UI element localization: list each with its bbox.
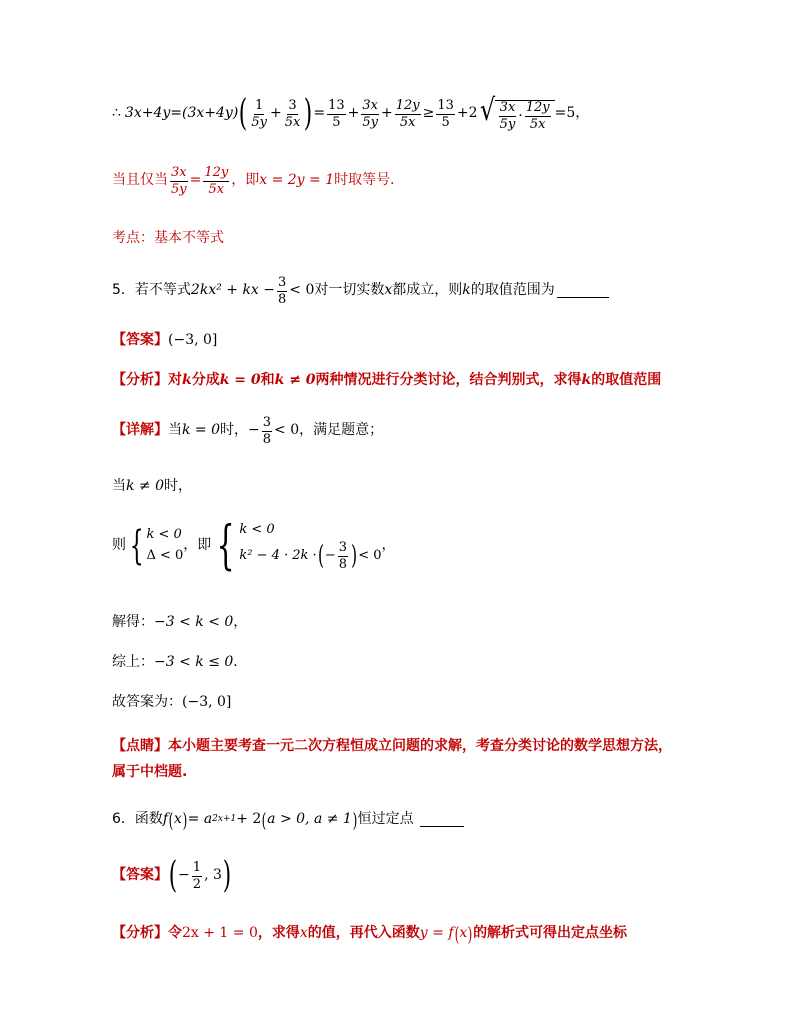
detail-5-summary: 综上： −3 < k ≤ 0 ． [112,654,248,670]
right-paren: ) [304,93,313,134]
radical-icon: √ [479,93,495,129]
left-brace: { [216,516,235,576]
fraction: $\frac{3x}{5y}$ [362,97,378,130]
equality-condition-line: 当且仅当 $\frac{3x}{5y}$ = $\frac{12y}{5x}$ ，即 x = 2y = 1 时取等号． [112,165,405,197]
fraction: $\frac{3}{8}$ [262,415,272,447]
left-paren: ( [239,93,248,134]
expr-factor: (3x+4y) [182,105,239,122]
left-brace: { [129,523,144,569]
case-system: k < 0 k² − 4 · 2k · ( − $\frac{3}{8}$ ) < 0 [239,522,382,572]
fraction: $\frac{12y}{5x}$ [204,165,229,197]
derivation-line-1: ∴ 3x+4y= (3x+4y) ( $\frac{1}{5y}$ + $\frac{3}{5x}$ ) = $\frac{13}{5}$ + $\frac{3x}{5y}$ + $\frac{12y}{5x}$ ≥ $\frac{13}{5}$ +2 √ $\frac{3x}{5y}$ · $\frac{12y}{5x}$ =5， [112,93,590,134]
question-5: 5．若不等式 2kx² + kx − $\frac{3}{8}$ < 0 对一切实数 x 都成立，则 k 的取值范围为 [112,276,609,306]
answer-blank [420,814,464,827]
expr-lhs: 3x+4y= [124,105,183,122]
note-5-line-1: 【点睛】 本小题主要考查一元二次方程恒成立问题的求解，考查分类讨论的数学思想方法， [112,738,672,754]
answer-5: 【答案】 (−3, 0] [112,332,218,348]
detail-5-final: 故答案为： (−3, 0] [112,694,232,710]
right-paren: ) [222,855,232,896]
fraction: $\frac{12y}{5x}$ [395,97,420,130]
fraction: $\frac{13}{5}$ [328,97,345,130]
fraction: $\frac{3}{5x}$ [284,97,301,130]
topic-line: 考点：基本不等式 [112,230,224,246]
analysis-6: 【分析】 令 2x + 1 = 0 ，求得 x 的值，再代入函数 y = f ( x ) 的解析式可得出定点坐标 [112,922,628,946]
detail-5-case: 当 k ≠ 0 时， [112,478,193,494]
left-paren: ( [168,855,178,896]
question-6: 6．函数 f ( x ) = a 2x+1 + 2 ( a > 0, a ≠ 1 ) 恒过定点 [112,810,464,830]
analysis-5: 【分析】 对 k 分成 k = 0 和 k ≠ 0 两种情况进行分类讨论，结合判别式，求得 k 的取值范围 [112,372,662,388]
square-root: √ $\frac{3x}{5y}$ · $\frac{12y}{5x}$ [478,96,555,131]
therefore-symbol: ∴ [112,105,121,122]
answer-blank [557,285,609,298]
fraction: $\frac{3}{8}$ [278,275,287,307]
answer-6: 【答案】 ( − $\frac{1}{2}$ , 3 ) [112,855,232,896]
case-system: k < 0 Δ < 0 [146,527,184,563]
note-5-line-2: 属于中档题. [112,764,188,780]
fraction: $\frac{13}{5}$ [437,97,454,130]
detail-5-system: 则 { k < 0 Δ < 0 ，即 { k < 0 k² − 4 · 2k · ( − $\frac{3}{8}$ ) < 0 ， [112,516,396,576]
fraction: $\frac{1}{5y}$ [251,97,267,130]
fraction: $\frac{1}{2}$ [192,859,202,892]
fraction: $\frac{3x}{5y}$ [171,165,187,197]
detail-5: 【详解】 当 k = 0 时， − $\frac{3}{8}$ < 0 ，满足题意； [112,415,384,447]
detail-5-solve: 解得： −3 < k < 0 ， [112,614,248,630]
